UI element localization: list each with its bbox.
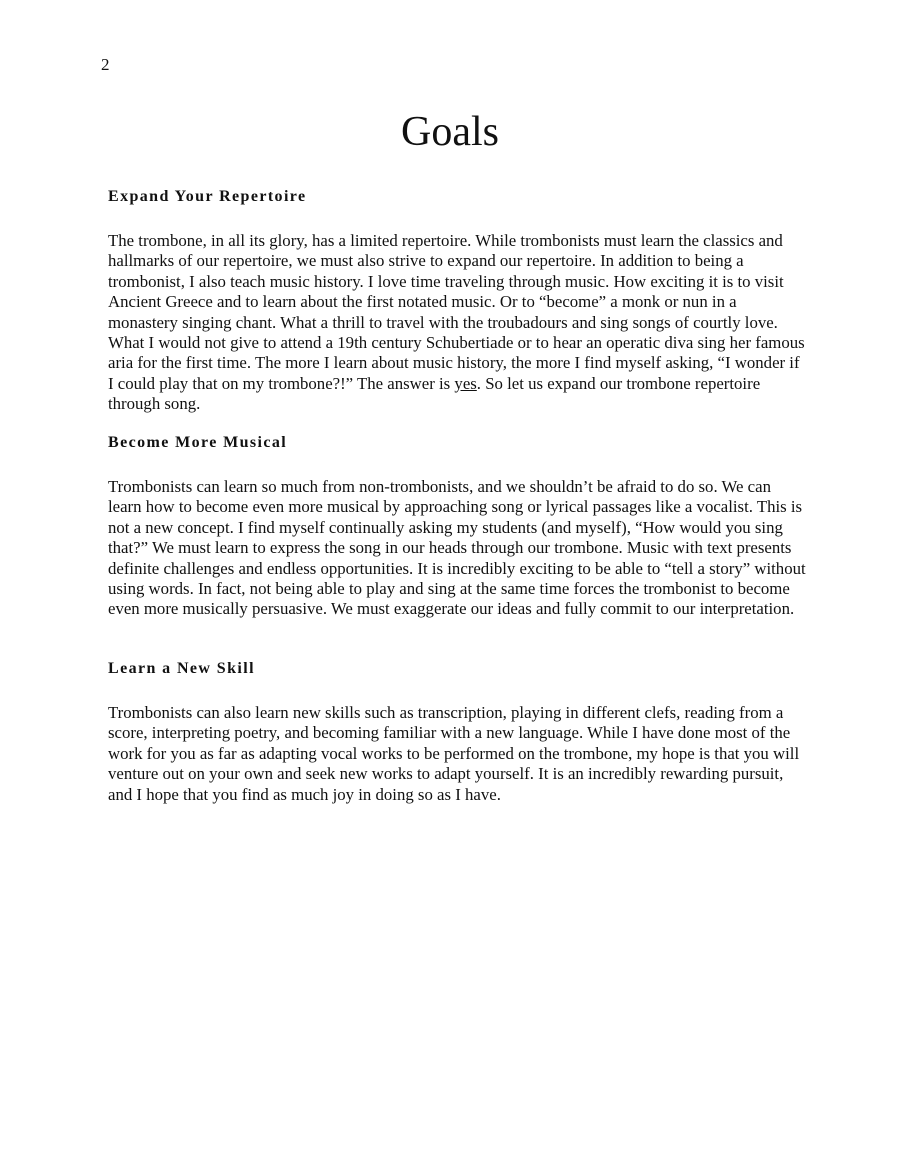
- section-expand-your-repertoire: [108, 187, 808, 415]
- emphasized-word: yes: [454, 373, 477, 393]
- body-text: The trombone, in all its glory, has a limited repertoire. While trombonists must learn the classics and hallmarks of our repertoire, we must also strive to expand our repertoire. In addition to being a trombonist, I also teach music history. I love time traveling through music. How exciting it is to visit Ancient Greece and to learn about the first notated music. Or to “become” a monk or nun in a monastery singing chant. What a thrill to travel with the troubadours and sing songs of courtly love. What I would not give to attend a 19th century Schubertiade or to hear an operatic diva sing her famous aria for the first time. The more I learn about music history, the more I find myself asking, “I wonder if I could play that on my trombone?!” The answer is: [108, 231, 805, 393]
- section-heading: Learn a New Skill: [108, 660, 255, 677]
- body-text: . So let us expand our trombone repertoire through song.: [108, 373, 761, 414]
- section-body: Trombonists can learn so much from non-trombonists, and we shouldn’t be afraid to do so. We can learn how to become even more musical by approaching song or lyrical passages like a vocalist. This is not a new concept. I find myself continually asking my students (and myself), “How would you sing that?” We must learn to express the song in our heads through our trombone. Music with text presents definite challenges and endless opportunities. It is incredibly exciting to be able to “tell a story” without using words. In fact, not being able to play and sing at the same time forces the trombonist to become even more musically persuasive. We must exaggerate our ideas and fully commit to our interpretation.: [108, 477, 806, 619]
- section-learn-a-new-skill: [108, 659, 808, 805]
- section-heading: Expand Your Repertoire: [108, 188, 307, 205]
- section-become-more-musical: [108, 433, 808, 620]
- page-number: 2: [101, 55, 110, 74]
- section-heading: Become More Musical: [108, 434, 288, 451]
- section-body: Trombonists can also learn new skills such as transcription, playing in different clefs, reading from a score, interpreting poetry, and becoming familiar with a new language. While I have done most of the work for you as far as adapting vocal works to be performed on the trombone, my hope is that you will venture out on your own and seek new works to adapt yourself. It is an incredibly rewarding pursuit, and I hope that you find as much joy in doing so as I have.: [108, 703, 800, 804]
- page-title: Goals: [401, 109, 499, 155]
- section-body: [108, 231, 808, 415]
